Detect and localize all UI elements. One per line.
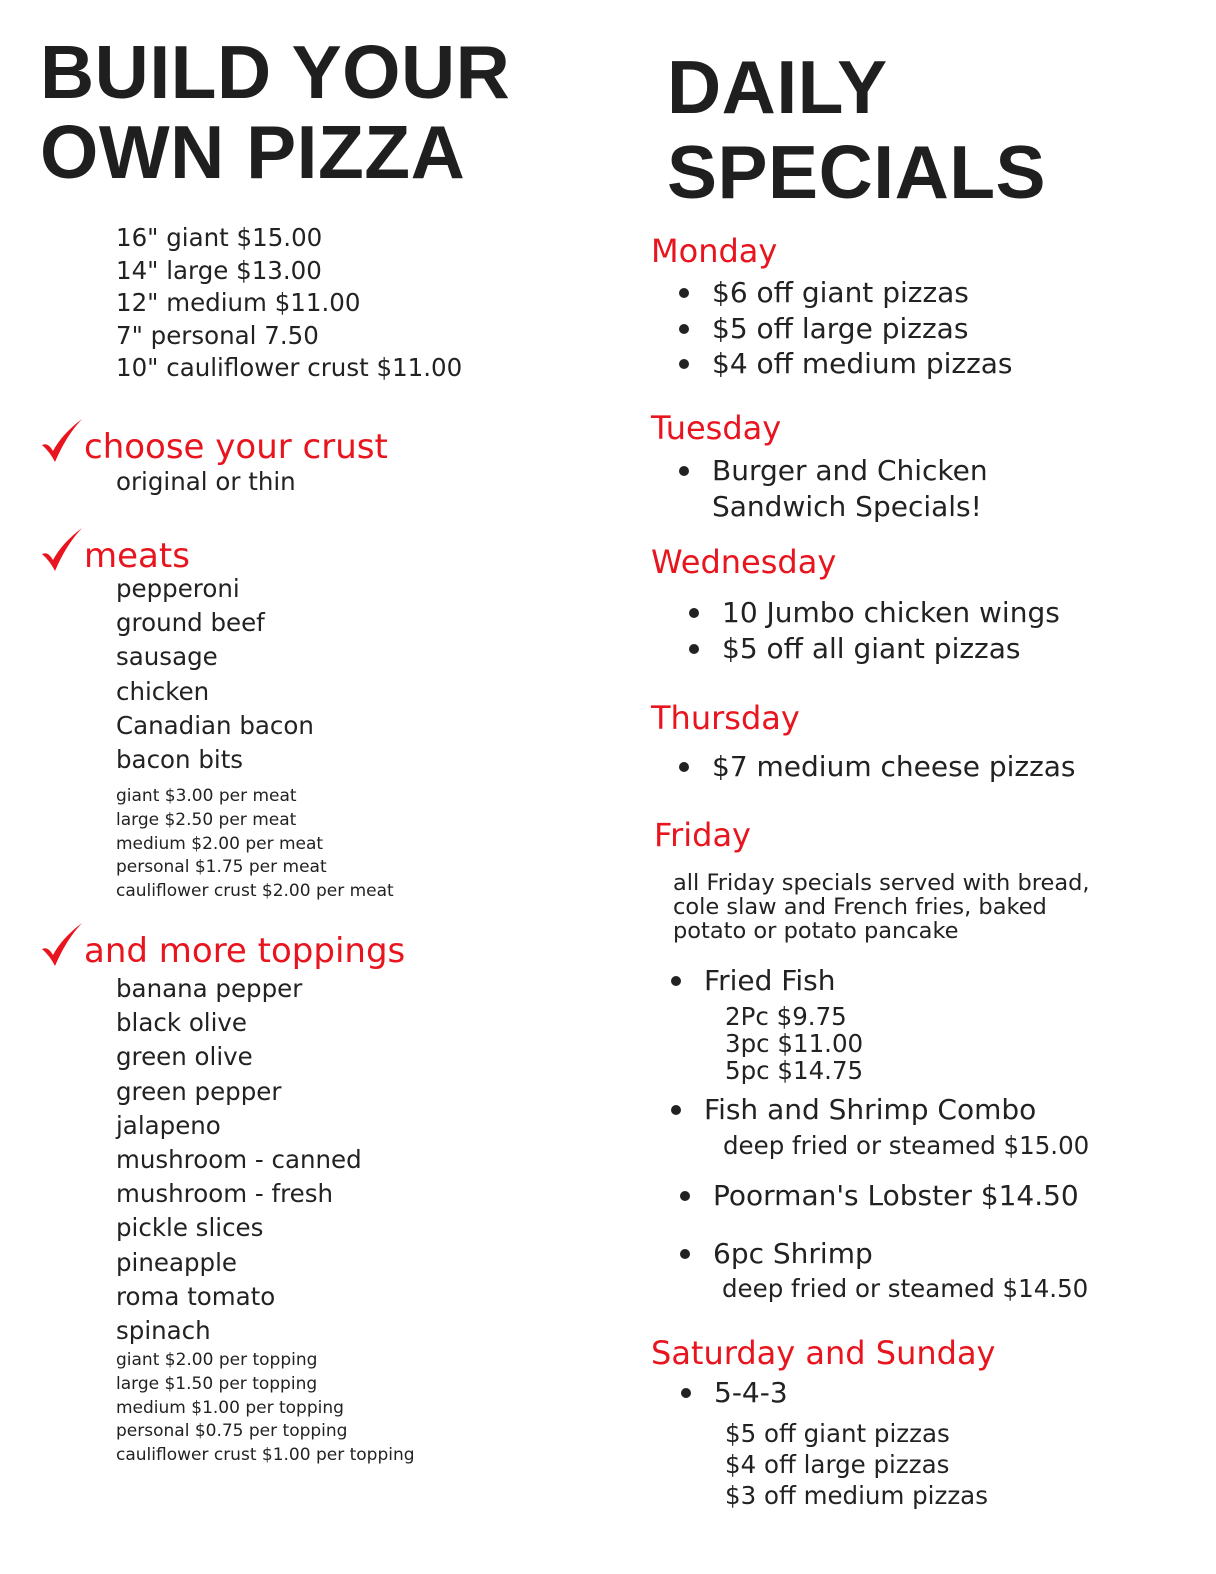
price-line: large $1.50 per topping bbox=[116, 1373, 318, 1394]
list-item: 5-4-3 bbox=[714, 1375, 788, 1411]
friday-note: all Friday specials served with bread, cole slaw and French fries, baked potato or potato pancake bbox=[673, 870, 1090, 944]
list-item: roma tomato bbox=[116, 1281, 276, 1311]
list-item: $5 off all giant pizzas bbox=[722, 631, 1060, 667]
price-line: large $2.50 per meat bbox=[116, 809, 297, 830]
size-item: 10" cauliflower crust $11.00 bbox=[116, 353, 463, 382]
price-line: cauliflower crust $1.00 per topping bbox=[116, 1445, 415, 1466]
size-item: 14" large $13.00 bbox=[116, 255, 322, 285]
list-item: Poorman's Lobster $14.50 bbox=[713, 1178, 1079, 1214]
list-item: mushroom - fresh bbox=[116, 1179, 334, 1209]
list-item: 6pc Shrimp bbox=[713, 1236, 873, 1272]
price-line: $4 off large pizzas bbox=[725, 1450, 950, 1479]
price-line: medium $2.00 per meat bbox=[116, 833, 324, 854]
price-line: 2Pc $9.75 bbox=[725, 1002, 847, 1031]
topping-prices bbox=[116, 1349, 415, 1468]
list-item: banana pepper bbox=[116, 974, 303, 1003]
specials-title: DAILY SPECIALS bbox=[667, 45, 1047, 214]
price-line: 5pc $14.75 bbox=[725, 1056, 864, 1085]
list-item: Fried Fish bbox=[704, 963, 835, 999]
bullet-dot bbox=[679, 324, 689, 334]
day-weekend: Saturday and Sunday bbox=[651, 1334, 996, 1372]
checkmark-icon bbox=[40, 418, 84, 464]
list-item: sausage bbox=[116, 642, 218, 672]
size-item: 7" personal 7.50 bbox=[116, 320, 319, 350]
list-item: bacon bits bbox=[116, 745, 244, 775]
list-item: $4 off medium pizzas bbox=[712, 346, 1013, 382]
toppings-list bbox=[116, 972, 362, 1348]
size-item: 16" giant $15.00 bbox=[116, 223, 323, 252]
shrimp-detail: deep fried or steamed $14.50 bbox=[722, 1274, 1089, 1303]
list-item: pepperoni bbox=[116, 574, 240, 603]
bullet-dot bbox=[679, 762, 689, 772]
toppings-heading: and more toppings bbox=[40, 922, 405, 971]
list-item: $6 off giant pizzas bbox=[712, 275, 1013, 311]
bullet-dot bbox=[671, 1105, 681, 1115]
list-item: mushroom - canned bbox=[116, 1145, 362, 1175]
friday-combo bbox=[704, 1092, 1036, 1128]
bullet-dot bbox=[681, 1388, 691, 1398]
list-item: pineapple bbox=[116, 1247, 237, 1277]
monday-specials bbox=[712, 275, 1013, 382]
price-line: personal $0.75 per topping bbox=[116, 1421, 348, 1442]
size-item: 12" medium $11.00 bbox=[116, 288, 361, 317]
list-item: green pepper bbox=[116, 1076, 282, 1106]
bullet-dot bbox=[679, 359, 689, 369]
price-line: cauliflower crust $2.00 per meat bbox=[116, 881, 394, 902]
price-line: $3 off medium pizzas bbox=[725, 1481, 988, 1510]
bullet-dot bbox=[680, 1249, 690, 1259]
bullet-dot bbox=[680, 1191, 690, 1201]
list-item: Fish and Shrimp Combo bbox=[704, 1092, 1036, 1128]
price-line: $5 off giant pizzas bbox=[725, 1419, 950, 1448]
day-friday: Friday bbox=[654, 816, 751, 854]
list-item: ground beef bbox=[116, 608, 265, 638]
friday-lobster bbox=[713, 1178, 1079, 1214]
fried-fish-prices bbox=[725, 1003, 863, 1084]
day-tuesday: Tuesday bbox=[651, 409, 782, 447]
list-item: jalapeno bbox=[116, 1110, 221, 1140]
list-item: $7 medium cheese pizzas bbox=[712, 749, 1076, 785]
list-item: pickle slices bbox=[116, 1213, 264, 1243]
day-monday: Monday bbox=[651, 232, 778, 270]
thursday-specials bbox=[712, 749, 1076, 785]
bullet-dot bbox=[689, 608, 699, 618]
price-line: personal $1.75 per meat bbox=[116, 857, 327, 878]
meats-list bbox=[116, 572, 314, 777]
combo-detail: deep fried or steamed $15.00 bbox=[723, 1131, 1090, 1160]
bullet-dot bbox=[689, 644, 699, 654]
price-line: medium $1.00 per topping bbox=[116, 1397, 344, 1418]
list-item: spinach bbox=[116, 1316, 211, 1346]
tuesday-specials bbox=[712, 453, 988, 524]
checkmark-icon bbox=[40, 527, 84, 573]
crust-heading: choose your crust bbox=[40, 418, 388, 467]
list-item: $5 off large pizzas bbox=[712, 311, 1013, 347]
meats-heading: meats bbox=[40, 527, 190, 576]
day-wednesday: Wednesday bbox=[651, 543, 837, 581]
list-item: 10 Jumbo chicken wings bbox=[722, 595, 1060, 631]
price-line: giant $3.00 per meat bbox=[116, 786, 297, 806]
list-item: black olive bbox=[116, 1008, 247, 1038]
list-item: chicken bbox=[116, 676, 210, 706]
list-item-continued: Sandwich Specials! bbox=[712, 489, 982, 523]
friday-shrimp bbox=[713, 1236, 873, 1272]
list-item: Burger and Chicken bbox=[712, 453, 988, 489]
bullet-dot bbox=[679, 466, 689, 476]
weekend-details bbox=[725, 1418, 988, 1511]
day-thursday: Thursday bbox=[651, 699, 800, 737]
wednesday-specials bbox=[722, 595, 1060, 666]
crust-options: original or thin bbox=[116, 467, 296, 496]
checkmark-icon bbox=[40, 922, 84, 968]
bullet-dot bbox=[671, 976, 681, 986]
build-title: BUILD YOUR OWN PIZZA bbox=[40, 30, 511, 194]
friday-fried-fish bbox=[704, 963, 835, 999]
list-item: green olive bbox=[116, 1042, 253, 1072]
pizza-sizes-list bbox=[116, 222, 462, 385]
price-line: 3pc $11.00 bbox=[725, 1029, 864, 1058]
list-item: Canadian bacon bbox=[116, 710, 314, 740]
price-line: giant $2.00 per topping bbox=[116, 1350, 318, 1370]
meat-prices bbox=[116, 785, 394, 904]
bullet-dot bbox=[679, 288, 689, 298]
weekend-special bbox=[714, 1375, 788, 1411]
